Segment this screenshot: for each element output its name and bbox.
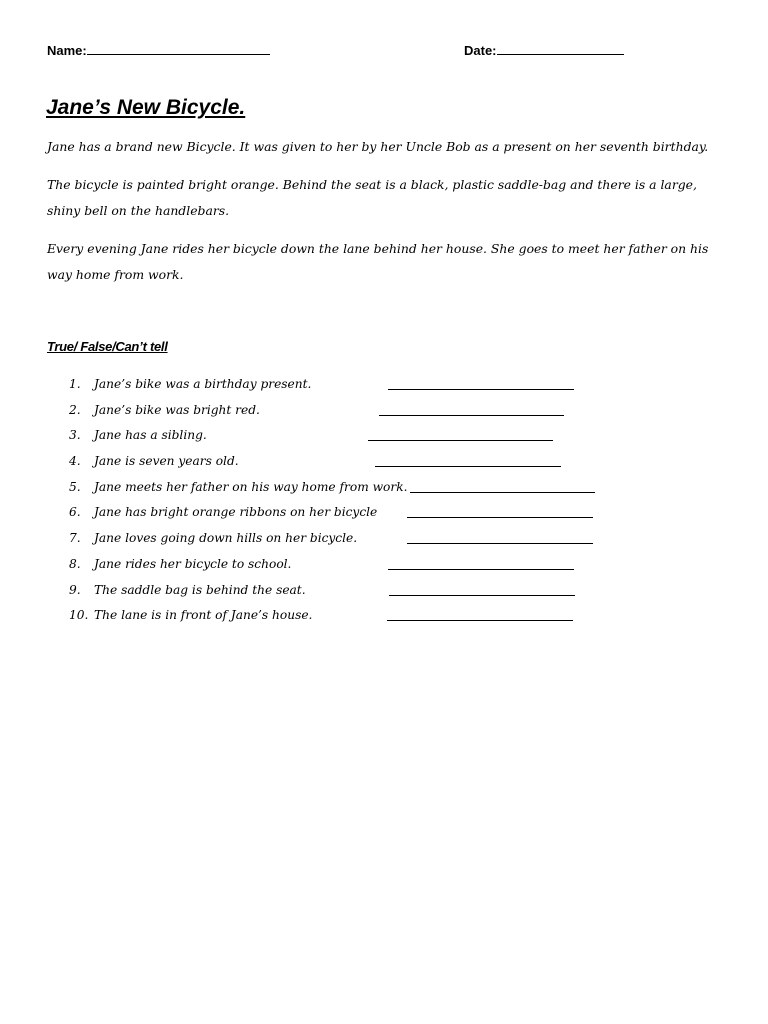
question-number: 5. [69,479,81,494]
question-text: Jane is seven years old. [94,454,239,469]
answer-line[interactable] [388,389,574,390]
question-number: 2. [69,402,81,417]
question-item [0,603,768,629]
answer-line[interactable] [407,517,593,518]
question-number: 4. [69,454,81,469]
question-item [0,449,768,475]
question-text: Jane meets her father on his way home from work. [94,479,408,494]
question-item [0,372,768,398]
question-list [0,372,768,629]
question-item [0,475,768,501]
story-paragraph: Jane has a brand new Bicycle. It was given to her by her Uncle Bob as a present on her seventh birthday. [47,139,709,154]
name-field [47,43,270,58]
answer-line[interactable] [375,466,561,467]
answer-line[interactable] [387,620,573,621]
answer-line[interactable] [389,595,575,596]
question-item [0,398,768,424]
answer-line[interactable] [388,569,574,570]
name-label: Name: [47,43,87,58]
question-item [0,500,768,526]
question-text: Jane has bright orange ribbons on her bicycle [94,505,378,520]
date-label: Date: [464,43,497,58]
question-item [0,578,768,604]
answer-line[interactable] [379,415,564,416]
date-input-line[interactable] [497,43,624,55]
quiz-heading: True/ False/Can’t tell [47,339,168,354]
worksheet-title: Jane’s New Bicycle. [46,96,246,119]
question-item [0,423,768,449]
answer-line[interactable] [410,492,595,493]
story-text [47,134,727,300]
name-input-line[interactable] [87,43,270,55]
question-text: Jane loves going down hills on her bicycle. [94,531,358,546]
question-number: 9. [69,582,81,597]
question-number: 1. [69,377,81,391]
question-number: 8. [69,556,81,571]
question-number: 7. [69,531,81,546]
date-field [464,43,624,58]
question-item [0,526,768,552]
question-text: The lane is in front of Jane’s house. [94,608,313,623]
question-text: Jane has a sibling. [94,428,207,443]
story-paragraph: The bicycle is painted bright orange. Behind the seat is a black, plastic saddle-bag and there is a large, shiny bell on the handlebars. [47,177,697,218]
answer-line[interactable] [368,440,553,441]
question-text: Jane rides her bicycle to school. [94,556,292,571]
question-text: The saddle bag is behind the seat. [94,582,306,597]
question-item [0,552,768,578]
question-number: 6. [69,505,81,520]
question-text: Jane’s bike was bright red. [94,402,260,417]
question-number: 10. [69,608,89,623]
question-text: Jane’s bike was a birthday present. [94,377,312,391]
question-number: 3. [69,428,81,443]
story-paragraph: Every evening Jane rides her bicycle down the lane behind her house. She goes to meet her father on his way home from work. [47,241,709,282]
answer-line[interactable] [407,543,593,544]
